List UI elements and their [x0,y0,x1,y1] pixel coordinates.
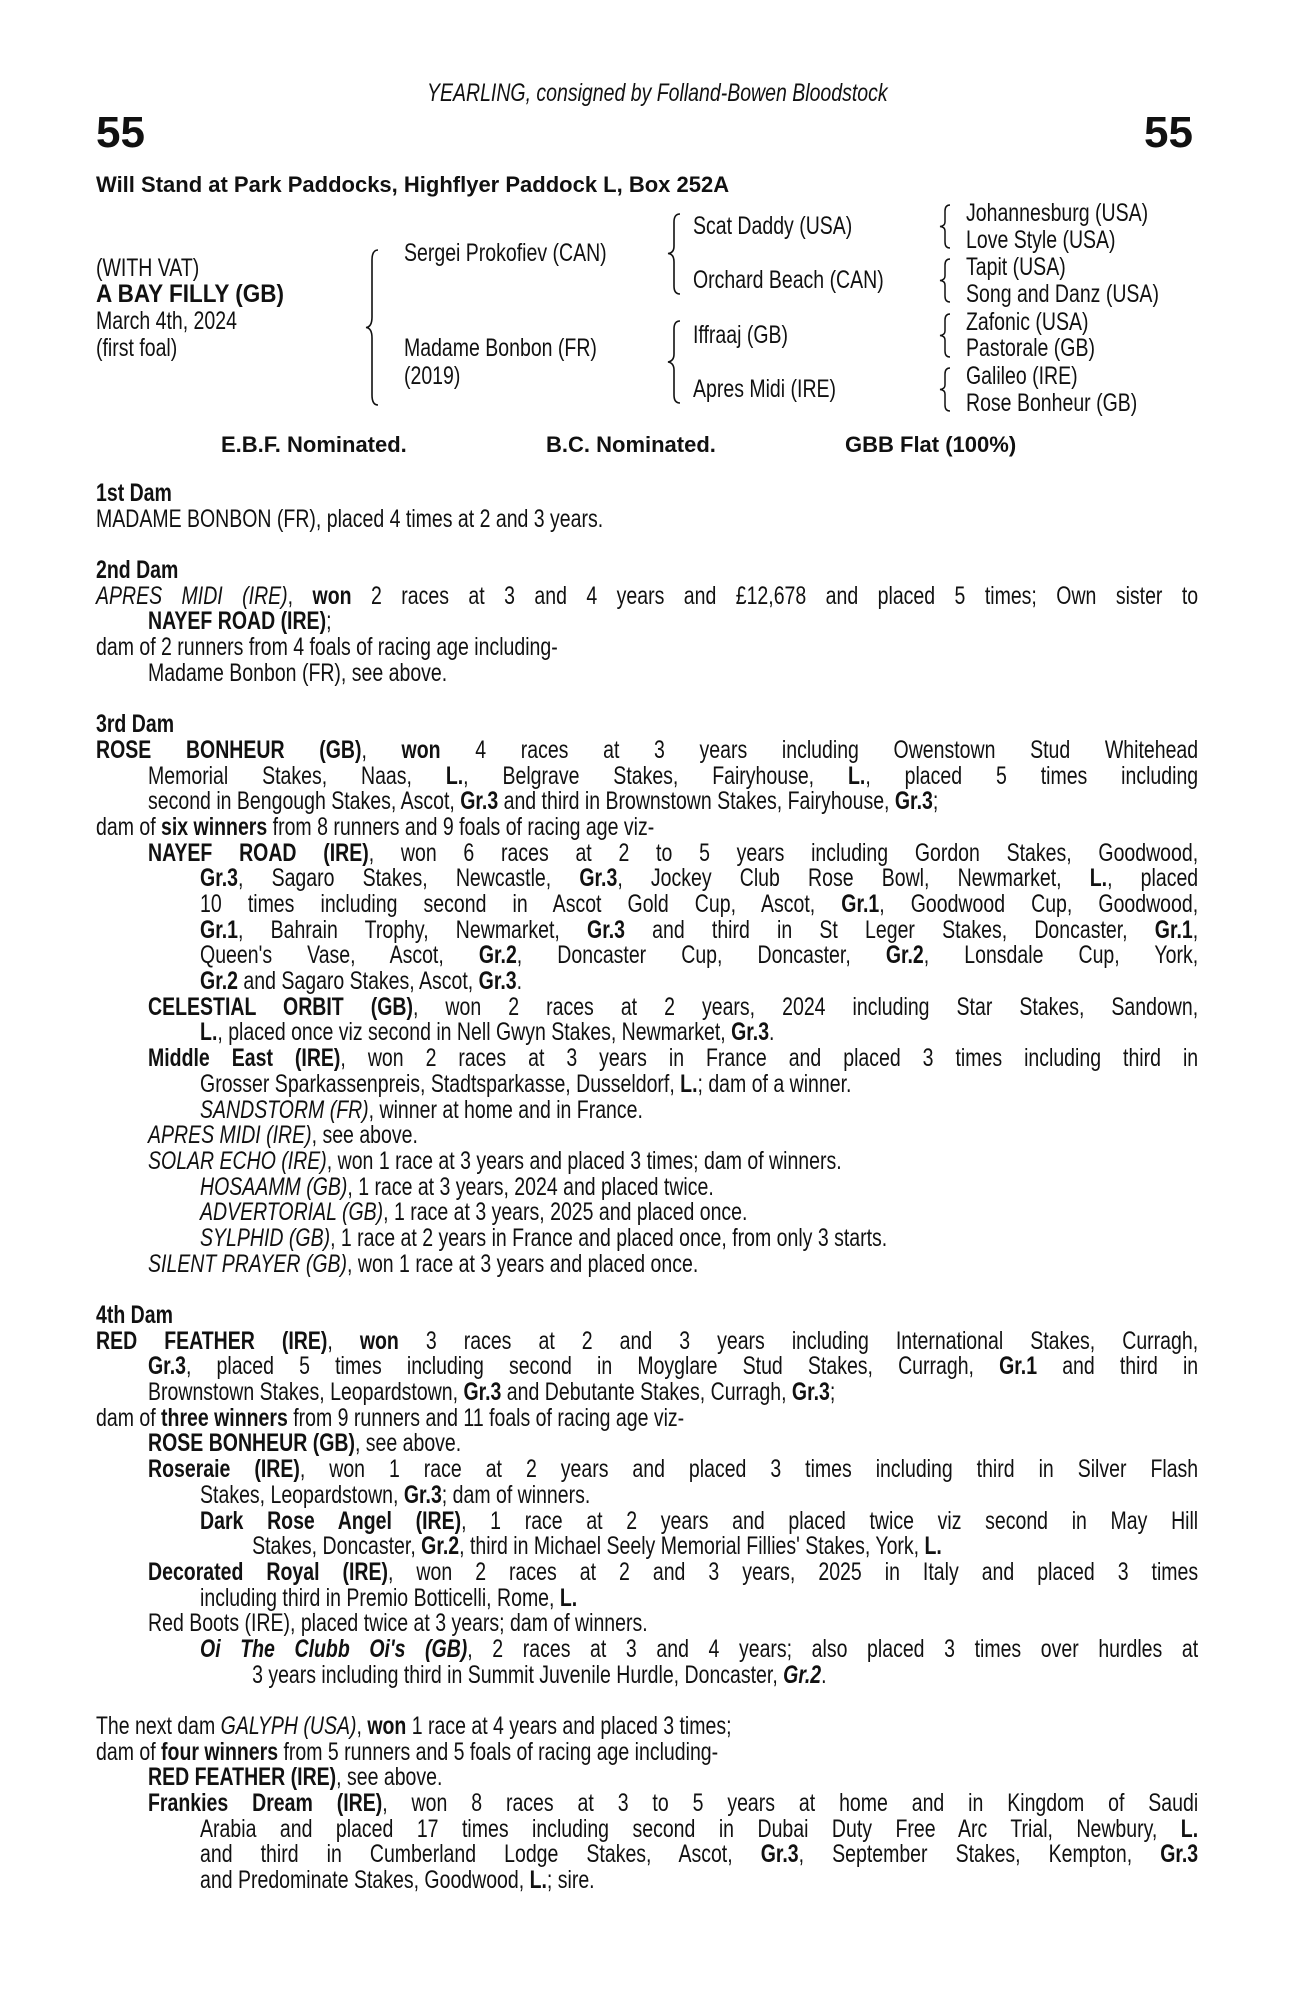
pedigree-entry [96,1634,1199,1689]
entry-text: , Belgrave Stakes, Fairyhouse, [463,761,848,790]
entry-text: , placed once viz second in Nell Gwyn Stakes, Newmarket, [217,1018,732,1047]
pedigree-entry [96,1403,1198,1432]
brace-icon [940,314,952,357]
pedigree-entry [96,1046,1198,1097]
emphasis-text: L. [680,1069,698,1098]
pedigree-entry [96,838,1199,996]
entry-text: , 1 race at 2 years in France and placed once, from only 3 starts. [330,1223,888,1252]
pedigree-entry [96,1249,1198,1278]
entry-text: dam of [96,812,162,841]
entry-line [148,1123,1198,1149]
emphasis-text: ROSE BONHEUR (GB) [148,1429,355,1458]
entry-line [148,789,1198,815]
entry-text: , third in Michael Seely Memorial Fillies' Stakes, York, [459,1532,925,1561]
entry-text: and Debutante Stakes, Curragh, [501,1378,792,1407]
emphasis-text: six winners [161,812,268,841]
brace-icon [668,321,682,403]
lot-number-left: 55 [96,108,145,157]
section-heading: 2nd Dam [96,556,179,585]
entry-line [96,735,1199,764]
gen3-ancestor: Galileo (IRE) [966,362,1078,390]
entry-text: , won 1 race at 2 years and placed 3 times including third in Silver Flash [299,1455,1199,1484]
entry-text: from 5 runners and 5 foals of racing age including- [278,1737,719,1766]
emphasis-text: L. [445,761,464,790]
entry-text: dam of 2 runners from 4 foals of racing age including- [96,633,558,662]
emphasis-text: L. [200,1018,218,1047]
entry-line [96,504,1198,533]
emphasis-text: Gr.3 [791,1378,830,1407]
pedigree-entry [96,1737,1198,1766]
lot-number-right: 55 [1144,108,1193,157]
entry-text: . [821,1660,827,1689]
emphasis-text: Middle East (IRE) [148,1044,341,1073]
entry-text: , [361,735,402,764]
gbb-flat-status: GBB Flat (100%) [845,432,1017,457]
emphasis-text: four winners [161,1737,279,1766]
entry-line [96,635,1198,661]
entry-text: MADAME BONBON (FR), placed 4 times at 2 and 3 years. [96,504,604,533]
entry-line [200,943,1198,969]
entry-line [96,1403,1198,1432]
entry-text: , won 1 race at 3 years and placed once. [347,1249,699,1278]
pedigree-entry [96,1200,1198,1226]
entry-line [200,1480,1198,1509]
dam-section [96,1303,1198,1688]
emphasis-text: Gr.3 [463,1378,502,1407]
pedigree-entry [96,1172,1198,1201]
entry-text: , won 6 races at 2 to 5 years including Gordon Stakes, Goodwood, [368,838,1199,867]
entry-text: ; dam of winners. [441,1480,591,1509]
entry-line [96,581,1199,610]
brace-icon [940,368,952,411]
entry-text: ; dam of a winner. [697,1069,852,1098]
gen3-ancestor: Love Style (USA) [966,226,1116,254]
entry-line [200,1172,1198,1201]
entry-text: Queen's Vase, Ascot, [200,941,479,970]
gen3-ancestor: Pastorale (GB) [966,334,1095,362]
entry-text: second in Bengough Stakes, Ascot, [148,787,461,816]
gen3-ancestor: Johannesburg (USA) [966,199,1149,227]
emphasis-text: NAYEF ROAD (IRE) [148,607,327,636]
entry-line [200,866,1198,892]
emphasis-text: Dark Rose Angel (IRE) [200,1506,462,1535]
entry-line [252,1660,1198,1689]
brace-icon [940,205,952,248]
gen3-ancestor: Song and Danz (USA) [966,280,1159,308]
emphasis-text: Gr.1 [841,890,880,918]
emphasis-text: Gr.1 [999,1352,1038,1381]
pedigree-entry [96,992,1199,1047]
entry-text: Grosser Sparkassenpreis, Stadtsparkasse, Dusseldorf, [200,1069,681,1098]
foal-note: (first foal) [96,334,178,362]
emphasis-text: Gr.3 [478,967,517,996]
emphasis-text: RED FEATHER (IRE) [96,1326,328,1355]
entry-text: Madame Bonbon (FR), see above. [148,658,448,687]
pedigree-entry [96,635,1198,661]
gen3-ancestor: Rose Bonheur (GB) [966,389,1138,417]
emphasis-text: ROSE BONHEUR (GB) [96,735,362,764]
emphasis-text: Gr.3 [587,915,625,944]
entry-line [96,812,1198,841]
entry-text: 2 races at 3 and 4 years and £12,678 and placed 5 times; Own sister to [351,581,1199,610]
entry-text: , [1192,915,1199,944]
entry-line [200,969,1198,995]
entry-text: Arabia and placed 17 times including second in Dubai Duty Free Arc Trial, Newbury, [200,1814,1181,1843]
emphasis-text: SOLAR ECHO (IRE) [148,1146,327,1175]
entry-line [200,1020,1198,1046]
emphasis-text: Oi The Clubb Oi's (GB) [200,1634,468,1663]
entry-text: 3 races at 2 and 3 years including International Stakes, Curragh, [398,1326,1199,1355]
emphasis-text: Roseraie (IRE) [148,1455,300,1484]
entry-text: dam of [96,1737,162,1766]
brace-icon [940,259,952,302]
entry-line [148,658,1198,687]
entry-line [200,1842,1198,1868]
entry-text: , won 1 race at 3 years and placed 3 times; dam of winners. [326,1146,842,1175]
entry-line [148,1791,1198,1817]
entry-line [200,892,1198,918]
ebf-nomination: E.B.F. Nominated. [221,432,407,457]
entry-text: from 8 runners and 9 foals of racing age viz- [267,812,655,841]
grandsire-paternal: Scat Daddy (USA) [693,212,853,240]
emphasis-text: Gr.3 [460,787,499,816]
pedigree-entry [96,1457,1198,1508]
emphasis-text: L. [1089,864,1108,893]
entry-line [200,1223,1198,1252]
pedigree-notes [96,481,1198,1894]
dam-section [96,558,1198,686]
pedigree-entry [96,581,1199,636]
emphasis-text: L. [924,1532,942,1561]
entry-line [252,1534,1198,1560]
entry-text: Brownstown Stakes, Leopardstown, [148,1378,464,1407]
entry-text: and third in [1037,1352,1199,1381]
entry-text: The next dam [96,1712,221,1740]
pedigree-entry [96,1765,1198,1791]
entry-text: Red Boots (IRE), placed twice at 3 years; dam of winners. [148,1609,648,1638]
dam-section [96,712,1198,1277]
entry-text: . [516,967,523,996]
emphasis-text: won [359,1326,399,1355]
entry-text: and third in Brownstown Stakes, Fairyhouse, [498,787,895,816]
stabling-location: Will Stand at Park Paddocks, Highflyer Paddock L, Box 252A [96,172,730,197]
emphasis-text: Gr.3 [200,864,238,893]
emphasis-text: Gr.2 [421,1532,460,1561]
emphasis-text: won [401,735,441,764]
entry-text: , Jockey Club Rose Bowl, Newmarket, [617,864,1090,893]
pedigree-entry [96,735,1199,816]
entry-text: ; [829,1378,836,1407]
emphasis-text: Frankies Dream (IRE) [148,1789,383,1818]
entry-text: dam of [96,1403,162,1432]
emphasis-text: L. [559,1583,578,1612]
section-heading: 3rd Dam [96,710,175,739]
entry-text: , September Stakes, Kempton, [798,1840,1161,1869]
entry-line [200,1095,1198,1124]
entry-text: and Sagaro Stakes, Ascot, [237,967,479,996]
entry-text: , Lonsdale Cup, York, [923,941,1199,970]
entry-text: . [769,1018,775,1047]
dam-section [96,1714,1198,1894]
pedigree-entry [96,1146,1198,1175]
entry-text: , see above. [354,1429,462,1458]
pedigree-entry [96,1123,1198,1149]
entry-line [148,1765,1198,1791]
dam-year: (2019) [404,362,461,390]
entry-line [200,915,1199,944]
emphasis-text: HOSAAMM (GB) [200,1172,348,1201]
entry-text: ; sire. [546,1866,595,1895]
granddam-maternal: Apres Midi (IRE) [693,375,837,403]
entry-text: , [356,1712,368,1740]
gen3-ancestor: Zafonic (USA) [966,308,1089,336]
entry-text: , placed 5 times including second in Moyglare Stud Stakes, Curragh, [185,1352,1000,1381]
emphasis-text: GALYPH (USA) [220,1712,357,1740]
emphasis-text: Gr.3 [894,787,933,816]
pedigree-entry [96,1557,1199,1612]
emphasis-text: Gr.2 [783,1660,822,1689]
entry-line [200,1200,1198,1226]
entry-text: , placed 5 times including [865,761,1199,790]
entry-text: , placed [1107,864,1199,893]
entry-text: from 9 runners and 11 foals of racing age viz- [287,1403,685,1432]
foaling-date: March 4th, 2024 [96,307,237,335]
emphasis-text: SILENT PRAYER (GB) [148,1249,348,1278]
entry-text: , Doncaster Cup, Doncaster, [516,941,886,970]
emphasis-text: Gr.1 [200,915,238,944]
gen3-ancestor: Tapit (USA) [966,253,1066,281]
emphasis-text: Gr.2 [885,941,924,970]
entry-text: , Goodwood Cup, Goodwood, [879,890,1199,918]
brace-icon [366,250,380,405]
entry-text: 4 races at 3 years including Owenstown Stud Whitehead [440,735,1199,764]
emphasis-text: Gr.2 [200,967,238,996]
entry-text: , see above. [311,1121,418,1150]
emphasis-text: Gr.3 [403,1480,442,1509]
emphasis-text: CELESTIAL ORBIT (GB) [148,992,413,1021]
entry-text: including third in Premio Botticelli, Rome, [200,1583,560,1612]
consignor-line: YEARLING, consigned by Folland-Bowen Bloodstock [427,79,888,107]
emphasis-text: Decorated Royal (IRE) [148,1557,389,1586]
emphasis-text: Gr.3 [731,1018,770,1047]
entry-text: , 1 race at 2 years and placed twice viz second in May Hill [461,1506,1199,1535]
entry-line [96,1326,1199,1355]
emphasis-text: APRES MIDI (IRE) [148,1121,312,1150]
emphasis-text: Gr.3 [579,864,618,893]
entry-text: , 1 race at 3 years, 2024 and placed twice. [347,1172,714,1201]
bc-nomination: B.C. Nominated. [546,432,716,457]
pedigree-entry [96,1611,1198,1637]
grandsire-maternal: Iffraaj (GB) [693,321,789,349]
entry-text: 10 times including second in Ascot Gold Cup, Ascot, [200,890,842,918]
emphasis-text: Gr.2 [478,941,517,970]
entry-text: , Sagaro Stakes, Newcastle, [237,864,580,893]
entry-line [148,1457,1198,1483]
entry-line [148,1146,1198,1175]
lot-name: A BAY FILLY (GB) [96,280,284,308]
entry-text: , won 2 races at 2 years, 2024 including Star Stakes, Sandown, [412,992,1199,1021]
pedigree-entry [96,1326,1199,1407]
emphasis-text: Gr.1 [1154,915,1193,944]
entry-text: , Bahrain Trophy, Newmarket, [237,915,588,944]
emphasis-text: SYLPHID (GB) [200,1223,331,1252]
entry-line [148,1046,1198,1072]
entry-line [200,1814,1199,1843]
entry-text: , 2 races at 3 and 4 years; also placed 3 times over hurdles at [467,1634,1199,1663]
entry-text: ; [326,607,332,636]
entry-text: , [327,1326,360,1355]
dam-name: Madame Bonbon (FR) [404,334,597,362]
pedigree-entry [96,812,1198,841]
entry-line [200,1069,1198,1098]
emphasis-text: APRES MIDI (IRE) [96,581,288,610]
entry-text: ; [932,787,939,816]
entry-line [148,1431,1198,1457]
entry-text: 3 years including third in Summit Juvenile Hurdle, Doncaster, [252,1660,784,1689]
entry-text: and Predominate Stakes, Goodwood, [200,1866,530,1895]
dam-section [96,481,1198,532]
emphasis-text: Gr.3 [1160,1840,1199,1869]
emphasis-text: ADVERTORIAL (GB) [200,1198,384,1227]
entry-line [148,992,1199,1021]
entry-line [96,1737,1198,1766]
emphasis-text: L. [847,761,866,790]
pedigree-entry [96,1223,1198,1252]
entry-line [200,1583,1198,1612]
emphasis-text: Gr.3 [760,1840,799,1869]
entry-line [148,1249,1198,1278]
entry-text: , won 2 races at 2 and 3 years, 2025 in Italy and placed 3 times [388,1557,1199,1586]
emphasis-text: NAYEF ROAD (IRE) [148,838,369,867]
section-heading: 4th Dam [96,1301,173,1329]
section-heading: 1st Dam [96,479,172,507]
pedigree-entry [96,1791,1198,1894]
entry-text: Stakes, Doncaster, [252,1532,422,1561]
emphasis-text: RED FEATHER (IRE) [148,1763,337,1792]
brace-icon [668,214,682,294]
entry-line [148,1354,1198,1380]
entry-text: , won 2 races at 3 years in France and placed 3 times including third in [340,1044,1199,1073]
emphasis-text: L. [529,1866,547,1895]
pedigree-entry [96,1095,1198,1124]
catalogue-header [0,80,1315,106]
entry-text: , [287,581,313,610]
emphasis-text: Gr.3 [148,1352,186,1381]
pedigree-entry [96,1714,1198,1740]
pedigree-entry [96,658,1198,687]
entry-line [200,1634,1199,1663]
entry-line [200,1868,1198,1894]
entry-line [148,1380,1198,1406]
entry-text: , winner at home and in France. [368,1095,643,1124]
entry-text: Memorial Stakes, Naas, [148,761,446,790]
pedigree-entry [96,504,1198,533]
entry-line [200,1506,1199,1535]
entry-text: and third in Cumberland Lodge Stakes, Ascot, [200,1840,761,1869]
entry-line [148,1557,1199,1586]
vat-note: (WITH VAT) [96,254,200,282]
entry-text: , 1 race at 3 years, 2025 and placed once. [383,1198,748,1227]
emphasis-text: SANDSTORM (FR) [200,1095,369,1124]
entry-line [96,1714,1198,1740]
granddam-paternal: Orchard Beach (CAN) [693,266,884,294]
pedigree-entry [96,1506,1199,1561]
pedigree-entry [96,1431,1198,1457]
emphasis-text: won [367,1712,407,1740]
emphasis-text: L. [1180,1814,1199,1843]
entry-line [148,838,1199,867]
entry-text: 1 race at 4 years and placed 3 times; [406,1712,732,1740]
entry-text: , won 8 races at 3 to 5 years at home and in Kingdom of Saudi [382,1789,1199,1818]
entry-text: , see above. [336,1763,443,1792]
emphasis-text: three winners [161,1403,288,1432]
emphasis-text: won [312,581,352,610]
entry-line [148,609,1198,635]
entry-text: and third in St Leger Stakes, Doncaster, [624,915,1155,944]
entry-line [148,1611,1198,1637]
entry-line [148,761,1199,790]
entry-text: Stakes, Leopardstown, [200,1480,404,1509]
sire-name: Sergei Prokofiev (CAN) [404,239,607,267]
